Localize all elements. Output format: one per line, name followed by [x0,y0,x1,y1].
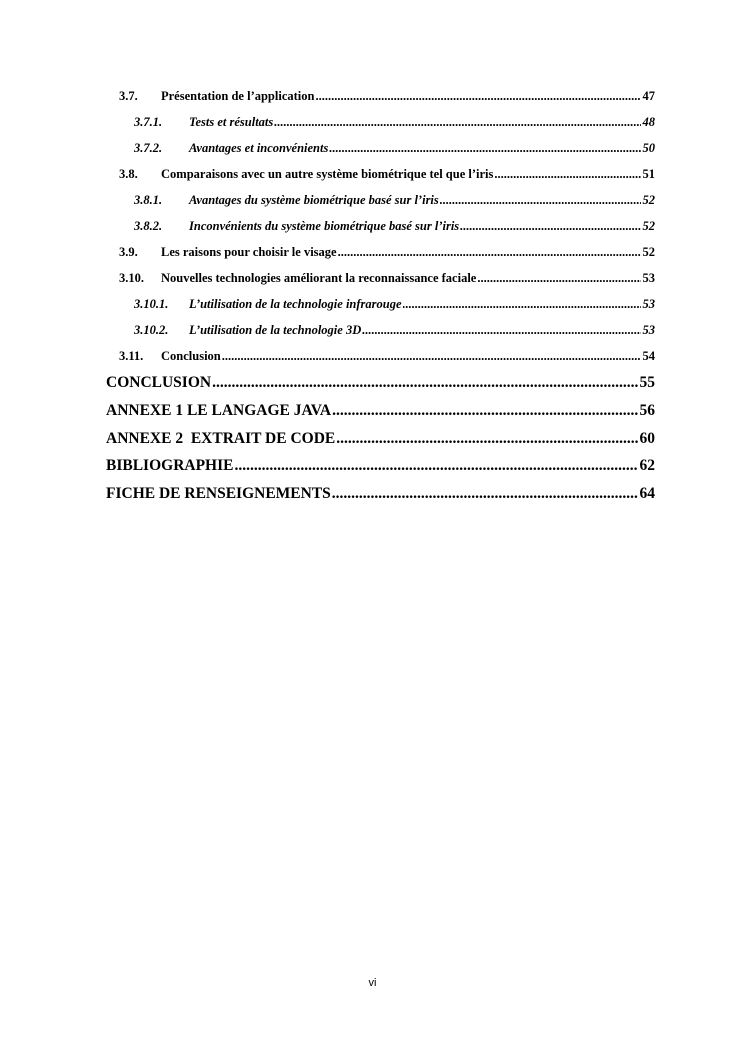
toc-entry-page: 52 [642,245,655,259]
toc-entry-title: ANNEXE 2 EXTRAIT DE CODE [106,430,336,447]
toc-entry-page: 53 [642,297,655,311]
toc-entry-page: 50 [642,141,655,155]
toc-entry-3-8-1[interactable] [134,193,655,208]
toc-entry-bibliographie[interactable] [106,457,655,475]
toc-entry-3-10[interactable] [119,271,655,286]
toc-entry-title: Les raisons pour choisir le visage [161,245,337,259]
toc-entry-3-10-2[interactable] [134,323,655,338]
toc-entry-title: Avantages du système biométrique basé sur l’iris [189,193,439,207]
toc-entry-number: 3.7.2. [134,141,163,155]
toc-entry-title: FICHE DE RENSEIGNEMENTS [106,485,331,502]
toc-entry-title: Comparaisons avec un autre système biométrique tel que l’iris [161,167,494,181]
toc-entry-3-8[interactable] [119,167,655,182]
toc-entry-annexe-2[interactable] [106,430,655,448]
toc-entry-title: BIBLIOGRAPHIE [106,457,234,474]
toc-entry-fiche[interactable] [106,485,655,503]
toc-entry-number: 3.10. [119,271,144,285]
toc-leader-dots [212,374,637,392]
toc-leader-dots [274,115,640,130]
toc-entry-3-7-1[interactable] [134,115,655,130]
toc-leader-dots [332,402,637,420]
toc-entry-page: 52 [642,219,655,233]
toc-leader-dots [440,193,641,208]
toc-entry-annexe-1[interactable] [106,402,655,420]
toc-leader-dots [336,430,637,448]
toc-leader-dots [494,167,640,182]
toc-entry-title: ANNEXE 1 LE LANGAGE JAVA [106,402,332,419]
toc-leader-dots [329,141,640,156]
toc-entry-3-9[interactable] [119,245,655,260]
toc-entry-page: 53 [642,271,655,285]
toc-entry-page: 52 [642,193,655,207]
toc-leader-dots [338,245,641,260]
toc-entry-title: Nouvelles technologies améliorant la reconnaissance faciale [161,271,477,285]
toc-entry-3-8-2[interactable] [134,219,655,234]
toc-entry-number: 3.10.2. [134,323,169,337]
toc-entry-number: 3.10.1. [134,297,169,311]
toc-entry-title: L’utilisation de la technologie infrarouge [189,297,402,311]
toc-entry-page: 54 [642,349,655,363]
toc-entry-number: 3.8.2. [134,219,163,233]
toc-entry-title: CONCLUSION [106,374,212,391]
toc-entry-page: 48 [642,115,655,129]
toc-entry-title: Avantages et inconvénients [189,141,329,155]
toc-entry-title: Conclusion [161,349,221,363]
toc-entry-conclusion[interactable] [106,374,655,392]
toc-entry-title: Présentation de l’application [161,89,315,103]
toc-leader-dots [222,349,641,364]
toc-entry-page: 53 [642,323,655,337]
toc-leader-dots [460,219,640,234]
toc-entry-title: Inconvénients du système biométrique basé sur l’iris [189,219,460,233]
toc-entry-number: 3.9. [119,245,138,259]
toc-entry-page: 64 [639,485,655,502]
page-number: vi [368,977,377,989]
toc-entry-page: 47 [642,89,655,103]
toc-entry-number: 3.7. [119,89,138,103]
toc-entry-3-11[interactable] [119,349,655,364]
toc-entry-number: 3.8.1. [134,193,163,207]
toc-entry-title: Tests et résultats [189,115,274,129]
toc-entry-page: 60 [639,430,655,447]
toc-leader-dots [477,271,640,286]
toc-entry-number: 3.8. [119,167,138,181]
toc-entry-3-7-2[interactable] [134,141,655,156]
toc-entry-number: 3.11. [119,349,144,363]
toc-leader-dots [315,89,640,104]
toc-entry-3-10-1[interactable] [134,297,655,312]
toc-entry-3-7[interactable] [119,89,655,104]
toc-entry-page: 56 [639,402,655,419]
toc-leader-dots [362,323,640,338]
toc-leader-dots [234,457,637,475]
toc-entry-page: 55 [639,374,655,391]
toc-entry-page: 51 [642,167,655,181]
toc-leader-dots [332,485,638,503]
toc-leader-dots [403,297,641,312]
toc-entry-number: 3.7.1. [134,115,163,129]
toc-entry-title: L’utilisation de la technologie 3D [189,323,362,337]
toc-entry-page: 62 [639,457,655,474]
